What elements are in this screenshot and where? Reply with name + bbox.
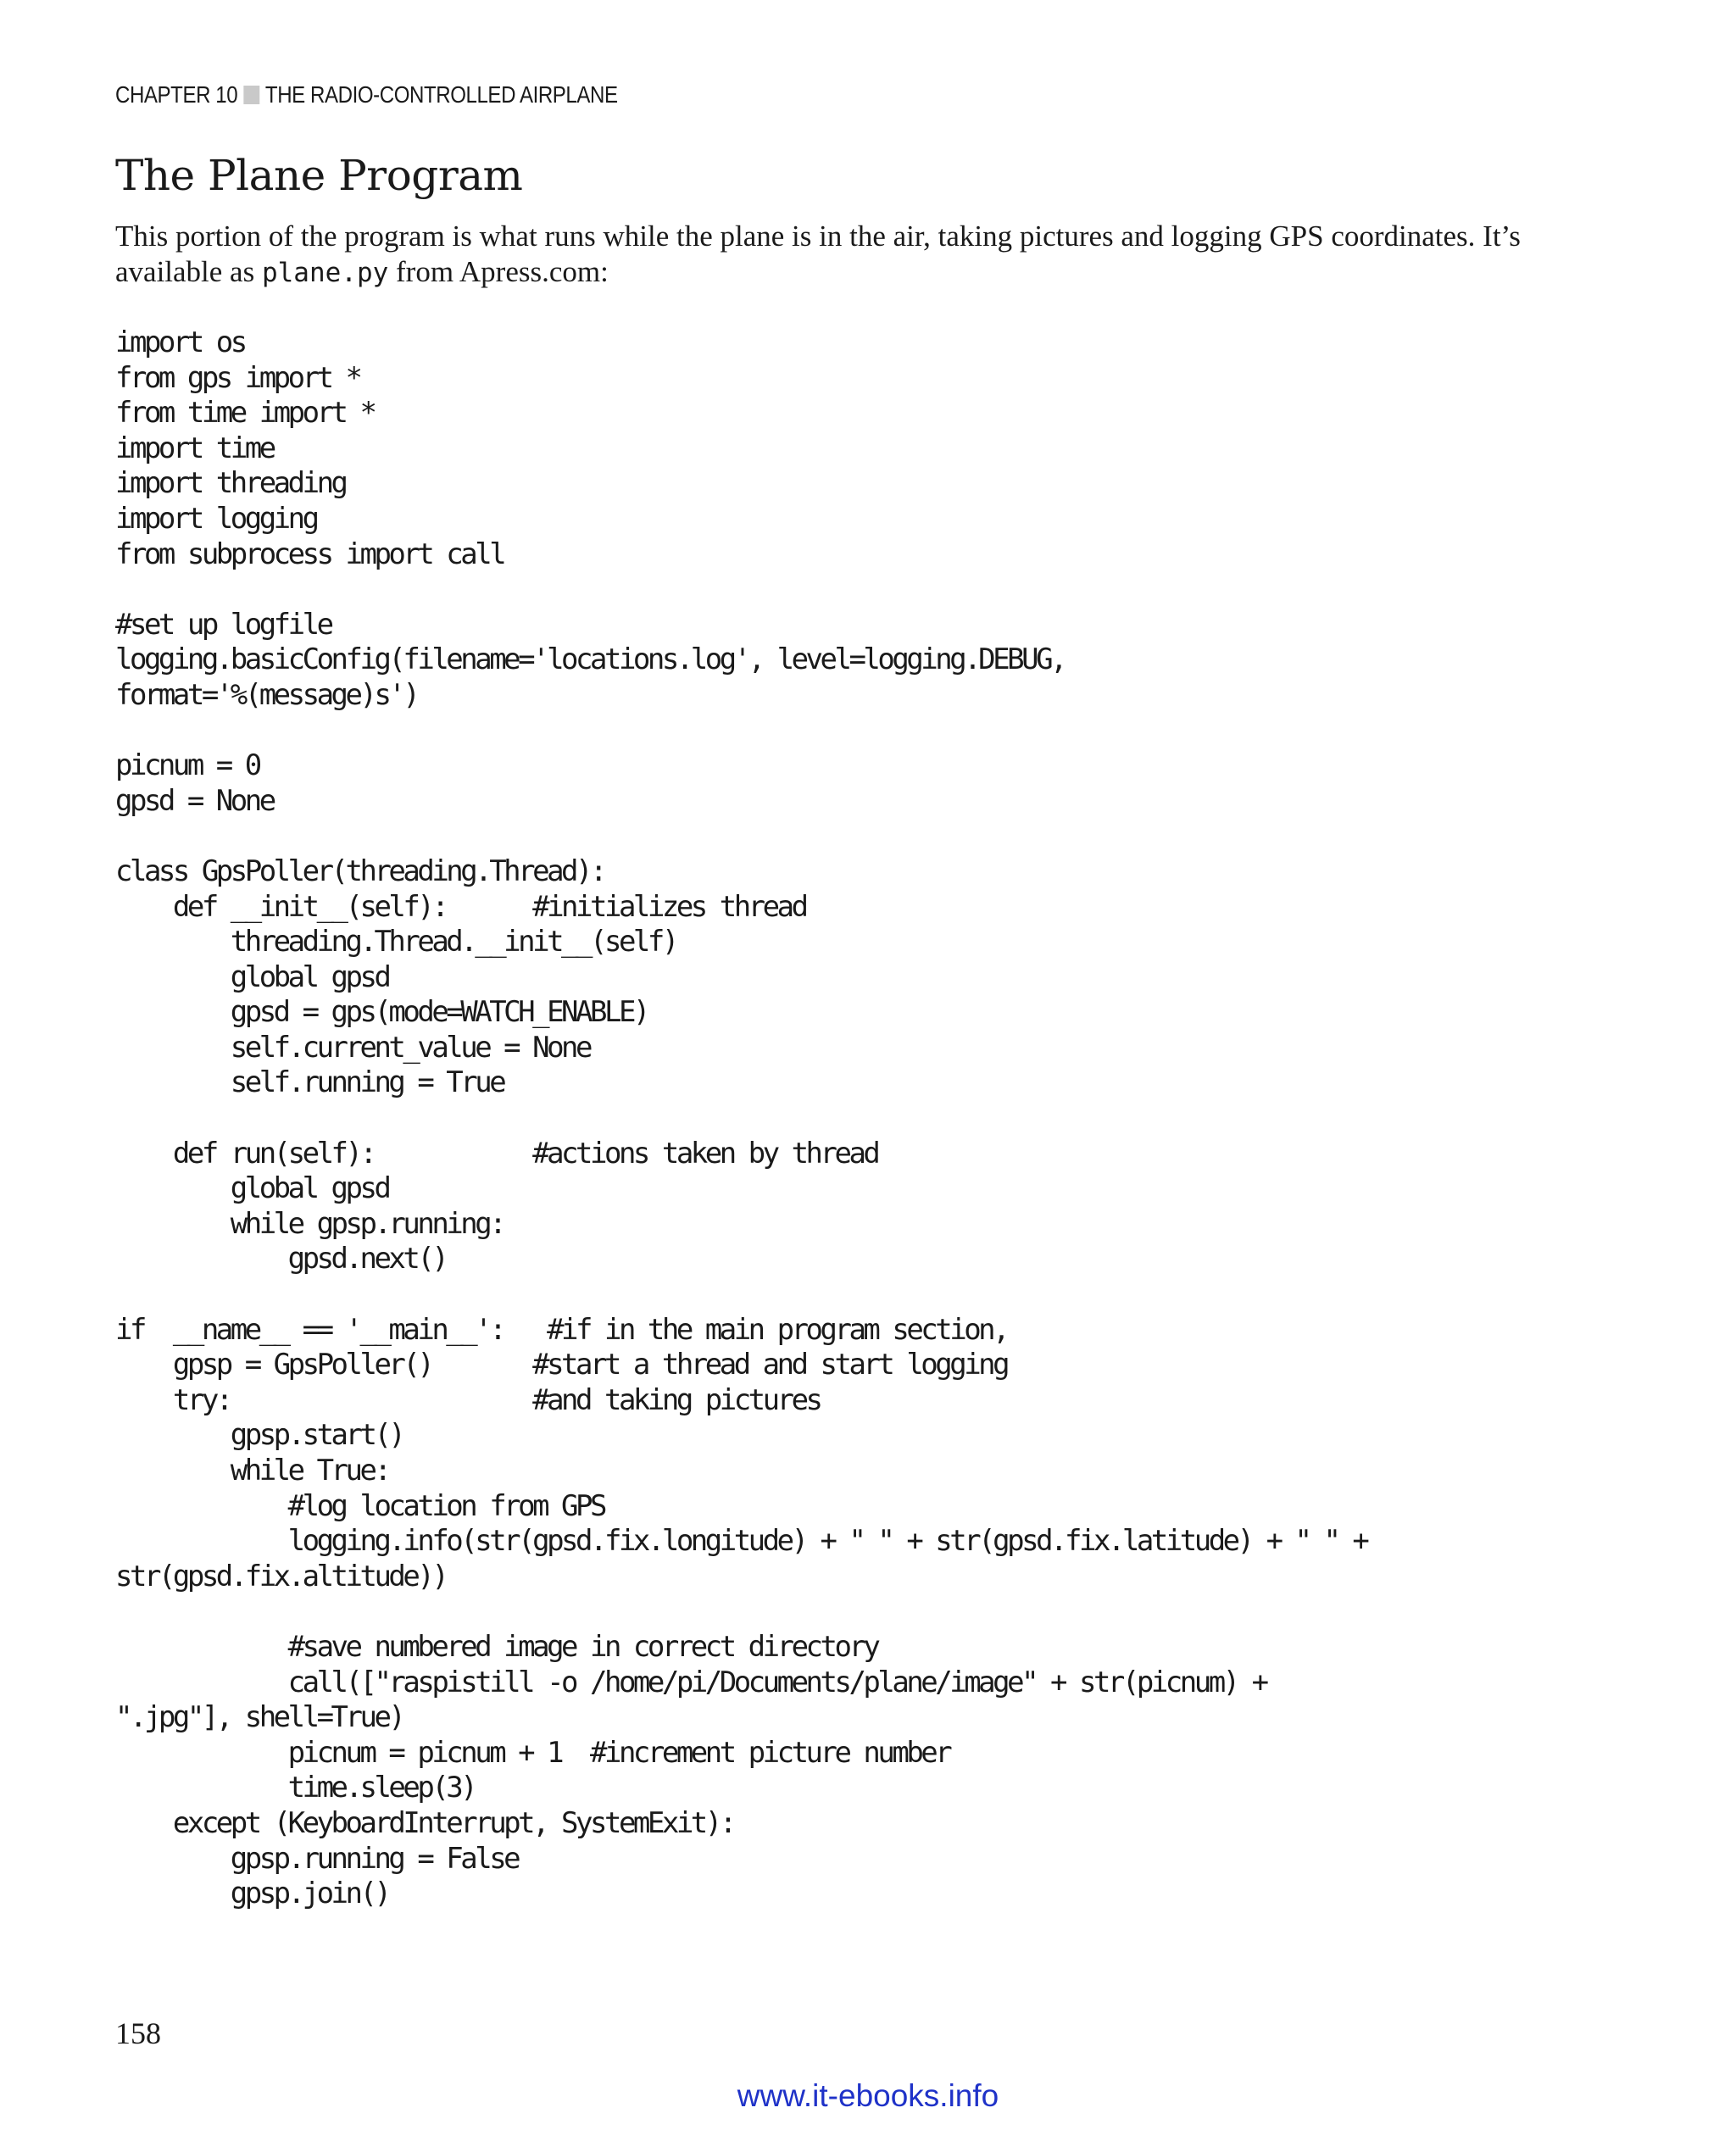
code-line: threading.Thread.__init__(self) (115, 925, 676, 959)
code-line: from time import * (115, 396, 375, 431)
code-line: global gpsd (115, 1171, 389, 1206)
code-line: import os (115, 325, 245, 359)
code-line (115, 819, 1366, 854)
code-line: #log location from GPS (115, 1488, 604, 1523)
code-line: import logging (115, 501, 317, 536)
code-line: self.current_value = None (115, 1030, 591, 1065)
code-line: while True: (115, 1454, 389, 1488)
code-line: global gpsd (115, 959, 389, 994)
code-line (115, 1277, 1366, 1313)
chapter-label: CHAPTER 10 (115, 81, 238, 108)
code-line: time.sleep(3) (115, 1771, 476, 1805)
code-line: import time (115, 431, 274, 465)
code-line: picnum = picnum + 1 #increment picture number (115, 1735, 950, 1770)
intro-paragraph (115, 219, 1633, 291)
code-line (115, 714, 1366, 749)
page-number: 158 (115, 2016, 161, 2050)
code-line: picnum = 0 (115, 748, 259, 783)
intro-text-after: from Apress.com: (388, 255, 609, 288)
code-line: format='%(message)s') (115, 677, 418, 712)
code-line (115, 1594, 1366, 1630)
code-line: self.running = True (115, 1065, 504, 1100)
code-line: ".jpg"], shell=True) (115, 1700, 403, 1735)
code-line (115, 1101, 1366, 1137)
code-line: class GpsPoller(threading.Thread): (115, 854, 604, 888)
code-line: gpsp.start() (115, 1418, 403, 1453)
section-title: The Plane Program (115, 151, 523, 200)
code-listing (115, 325, 1366, 1912)
inline-code-filename: plane.py (261, 258, 389, 288)
code-line: from gps import * (115, 360, 360, 395)
code-line: #save numbered image in correct directory (115, 1629, 878, 1664)
running-head (115, 81, 618, 108)
footer-link[interactable]: www.it-ebooks.info (737, 2078, 999, 2113)
code-line: import threading (115, 466, 346, 501)
code-line: gpsd.next() (115, 1242, 447, 1276)
code-line: while gpsp.running: (115, 1206, 504, 1241)
code-line: from subprocess import call (115, 537, 504, 571)
code-line: if __name__ == '__main__': #if in the main program section, (115, 1312, 1008, 1347)
intro-text-before: This portion of the program is what runs while the plane is in the air, taking pictures and logging GPS coordinates. It’s available as (115, 220, 1521, 288)
code-line: gpsp = GpsPoller() #start a thread and start logging (115, 1348, 1008, 1382)
code-line: try: #and taking pictures (115, 1382, 821, 1417)
code-line: gpsd = None (115, 783, 274, 818)
code-line: except (KeyboardInterrupt, SystemExit): (115, 1805, 734, 1840)
separator-square (243, 86, 259, 104)
code-line: str(gpsd.fix.altitude)) (115, 1559, 447, 1593)
code-line: call(["raspistill -o /home/pi/Documents/plane/image" + str(picnum) + (115, 1665, 1266, 1699)
code-line: def __init__(self): #initializes thread (115, 889, 806, 924)
code-line: gpsd = gps(mode=WATCH_ENABLE) (115, 995, 648, 1030)
code-line: logging.info(str(gpsd.fix.longitude) + " " + str(gpsd.fix.latitude) + " " + (115, 1524, 1367, 1559)
code-line: logging.basicConfig(filename='locations.log', level=logging.DEBUG, (115, 642, 1066, 677)
code-line (115, 572, 1366, 608)
code-line: gpsp.join() (115, 1877, 389, 1911)
chapter-title: THE RADIO-CONTROLLED AIRPLANE (264, 81, 618, 108)
code-line: #set up logfile (115, 607, 331, 642)
code-line: def run(self): #actions taken by thread (115, 1136, 878, 1171)
code-line: gpsp.running = False (115, 1841, 519, 1876)
